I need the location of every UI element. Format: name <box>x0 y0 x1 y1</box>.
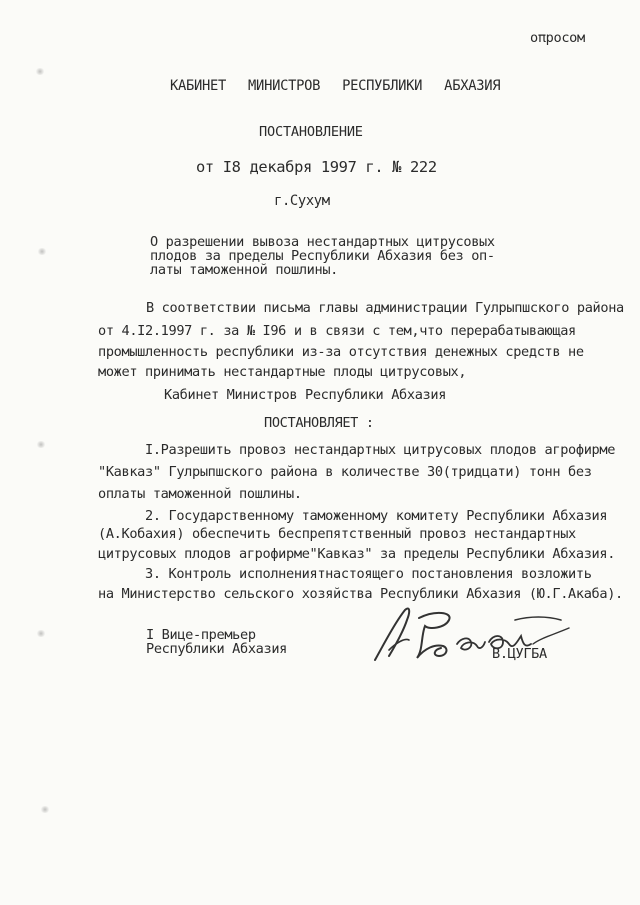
subject-line: плодов за пределы Республики Абхазия без оп- <box>150 248 495 264</box>
preamble-line: В соответствии письма главы администрации Гулрыпшского района <box>146 300 624 316</box>
punch-hole <box>36 441 46 448</box>
preamble-line: от 4.I2.1997 г. за № I96 и в связи с тем,что перерабатывающая <box>98 323 576 339</box>
punch-hole <box>35 68 45 75</box>
subject-line: латы таможенной пошлины. <box>150 262 339 278</box>
authority-line: Кабинет Министров Республики Абхазия <box>164 387 447 403</box>
punch-hole <box>36 630 46 637</box>
item-line: 2. Государственному таможенному комитету Республики Абхазия <box>145 508 608 524</box>
punch-hole <box>37 248 47 255</box>
item-line: (А.Кобахия) обеспечить беспрепятственный провоз нестандартных <box>98 526 576 542</box>
signatory-title: I Вице-премьер <box>146 627 256 643</box>
preamble-line: промышленность республики из-за отсутствия денежных средств не <box>98 344 584 360</box>
item-line: 3. Контроль исполнениятнастоящего постановления возложить <box>145 566 592 582</box>
date-and-number: от I8 декабря 1997 г. № 222 <box>196 158 437 176</box>
handwritten-signature <box>365 598 585 668</box>
item-line: цитрусовых плодов агрофирме"Кавказ" за пределы Республики Абхазия. <box>98 546 616 562</box>
item-line: I.Разрешить провоз нестандартных цитрусовых плодов агрофирме <box>145 442 616 458</box>
cabinet-title: КАБИНЕТ МИНИСТРОВ РЕСПУБЛИКИ АБХАЗИЯ <box>170 78 501 94</box>
signatory-name: В.ЦУГБА <box>492 646 547 662</box>
signatory-title: Республики Абхазия <box>146 641 288 657</box>
punch-hole <box>40 806 50 813</box>
city: г.Сухум <box>274 193 330 209</box>
item-line: на Министерство сельского хозяйства Республики Абхазия (Ю.Г.Акаба). <box>98 586 623 602</box>
preamble-line: может принимать нестандартные плоды цитрусовых, <box>98 364 467 380</box>
resolves-heading: ПОСТАНОВЛЯЕТ : <box>264 415 374 431</box>
header-note: оπросом <box>530 30 585 46</box>
item-line: оплаты таможенной пошлины. <box>98 486 302 502</box>
item-line: "Кавказ" Гулрыпшского района в количестве 30(тридцати) тонн без <box>98 464 592 480</box>
document-type: ПОСТАНОВЛЕНИЕ <box>259 124 363 140</box>
subject-line: О разрешении вывоза нестандартных цитрусовых <box>150 234 495 250</box>
